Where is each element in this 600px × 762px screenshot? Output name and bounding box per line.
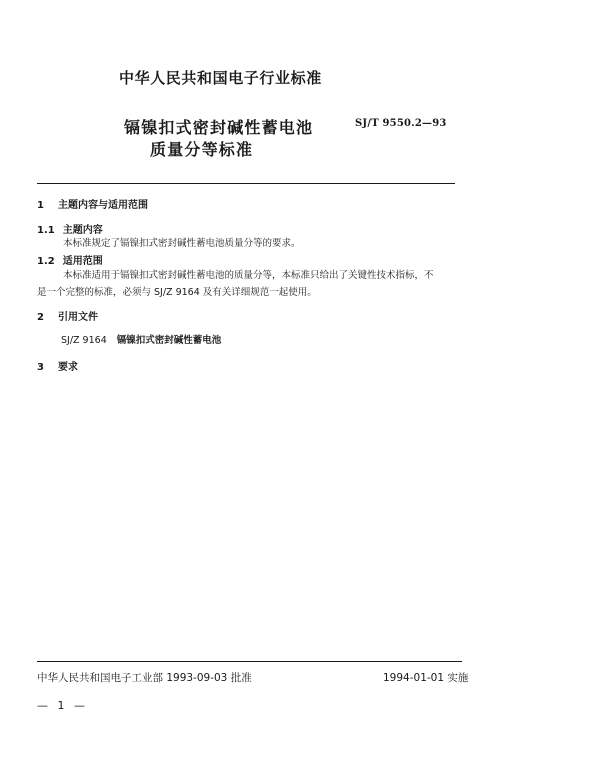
section-1-2-paragraph-line1: 本标准适用于镉镍扣式密封碱性蓄电池的质量分等，本标准只给出了关键性技术指标，不 (63, 270, 434, 281)
section-2-heading (37, 308, 98, 323)
section-number: 2 (37, 312, 44, 323)
section-title: 引用文件 (57, 312, 98, 323)
effective-date: 1994-01-01 实施 (383, 672, 469, 684)
approval-statement: 中华人民共和国电子工业部 1993-09-03 批准 (37, 672, 252, 684)
reference-code: SJ/Z 9164 (61, 335, 107, 346)
section-title: 主题内容 (62, 225, 103, 236)
section-1-2-paragraph-line2: 是一个完整的标准，必须与 SJ/Z 9164 及有关详细规范一起使用。 (37, 287, 317, 298)
section-number: 1.2 (37, 256, 55, 267)
document-title-line1: 镉镍扣式密封碱性蓄电池 (124, 118, 314, 137)
section-1-1-heading (37, 221, 103, 236)
section-title: 主题内容与适用范围 (57, 200, 148, 211)
section-1-1-paragraph: 本标准规定了镉镍扣式密封碱性蓄电池质量分等的要求。 (63, 238, 301, 249)
footer-divider (37, 661, 462, 662)
header-divider (37, 183, 455, 184)
section-number: 3 (37, 362, 44, 373)
section-number: 1 (37, 200, 44, 211)
referenced-document (61, 332, 221, 346)
section-number: 1.1 (37, 225, 55, 236)
section-1-heading (37, 196, 148, 211)
section-title: 要求 (57, 362, 78, 373)
standard-code: SJ/T 9550.2—93 (355, 118, 447, 129)
reference-title: 镉镍扣式密封碱性蓄电池 (116, 335, 222, 346)
page-number: — 1 — (37, 699, 88, 712)
document-title-line2: 质量分等标准 (150, 140, 254, 159)
section-title: 适用范围 (62, 256, 103, 267)
issuing-authority: 中华人民共和国电子行业标准 (119, 69, 322, 87)
section-3-heading (37, 358, 78, 373)
section-1-2-heading (37, 252, 103, 267)
